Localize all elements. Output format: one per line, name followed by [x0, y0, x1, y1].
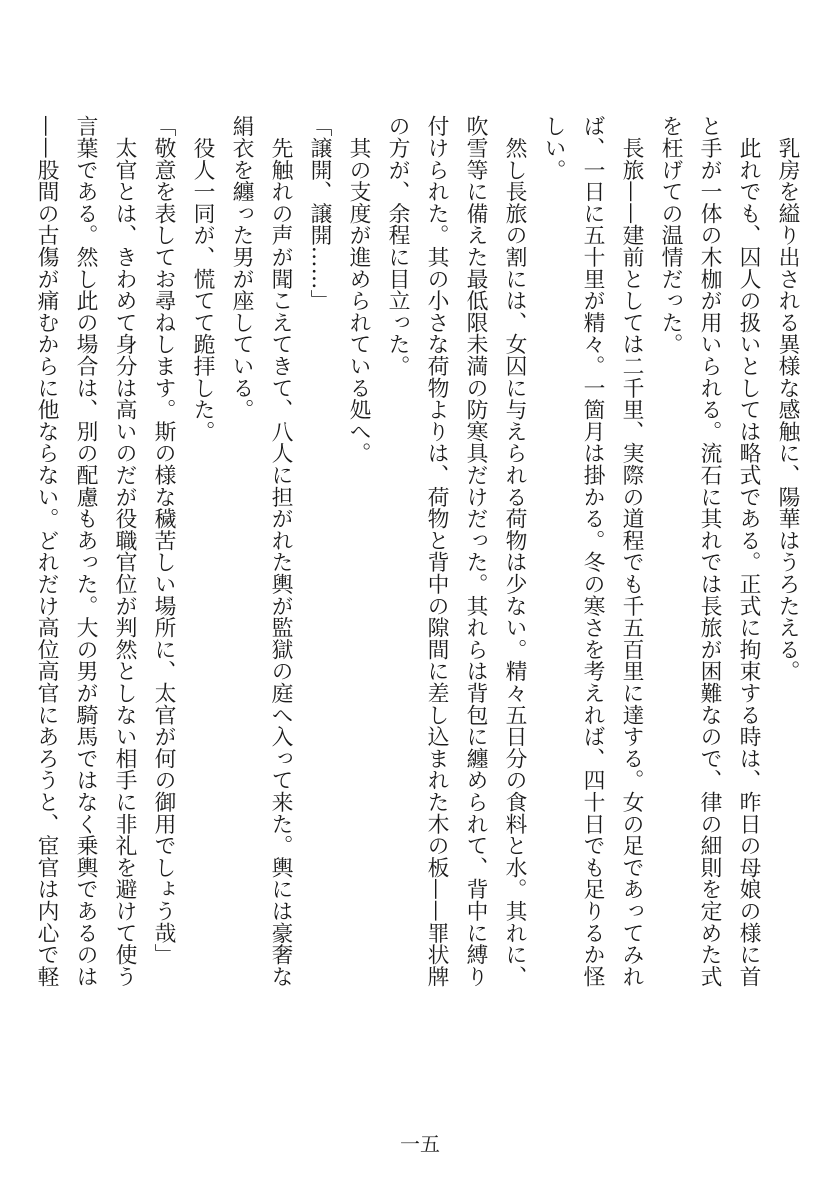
text-line: 其の支度が進められている処へ。: [346, 115, 371, 464]
text-line: の方が、余程に目立った。: [385, 115, 410, 377]
text-line: を枉げての温情だった。: [658, 115, 683, 355]
text-line: と手が一体の木枷が用いられる。流石に其れでは長旅が困難なので、律の細則を定めた式: [697, 115, 722, 987]
text-line: 此れでも、囚人の扱いとしては略式である。正式に拘束する時は、昨日の母娘の様に首: [736, 115, 761, 987]
text-line: しい。: [541, 115, 566, 181]
text-line: 長旅——建前としては二千里、実際の道程でも千五百里に達する。女の足であってみれ: [619, 115, 644, 987]
text-line: 先触れの声が聞こえてきて、八人に担がれた輿が監獄の庭へ入って来た。輿には豪奢な: [268, 115, 293, 987]
text-line: 太官とは、きわめて身分は高いのだが役職官位が判然としない相手に非礼を避けて使う: [112, 115, 137, 987]
text-line: 絹衣を纏った男が座している。: [229, 115, 254, 421]
text-line: 「譲開、譲開……」: [307, 115, 332, 312]
text-line: 乳房を縊り出される異様な感触に、陽華はうろたえる。: [775, 115, 800, 682]
text-line: 付けられた。其の小さな荷物よりは、荷物と背中の隙間に差し込まれた木の板——罪状牌: [424, 115, 449, 987]
text-line: 吹雪等に備えた最低限未満の防寒具だけだった。其れらは背包に纏められて、背中に縛り: [463, 115, 488, 987]
text-line: 役人一同が、慌てて跪拝した。: [190, 115, 215, 442]
text-line: ば、一日に五十里が精々。一箇月は掛かる。冬の寒さを考えれば、四十日でも足りるか怪: [580, 115, 605, 987]
text-line: 言葉である。然し此の場合は、別の配慮もあった。大の男が騎馬ではなく乗輿であるのは: [73, 115, 98, 987]
text-line: ——股間の古傷が痛むからに他ならない。どれだけ高位高官にあろうと、宦官は内心で軽: [34, 115, 59, 987]
text-line: 「敬意を表してお尋ねします。斯の様な穢苦しい場所に、太官が何の御用でしょう哉」: [151, 115, 176, 966]
vertical-text-body: [27, 115, 807, 995]
page-number: 一五: [400, 1132, 440, 1156]
text-line: 然し長旅の割には、女囚に与えられる荷物は少ない。精々五日分の食料と水。其れに、: [502, 115, 527, 987]
